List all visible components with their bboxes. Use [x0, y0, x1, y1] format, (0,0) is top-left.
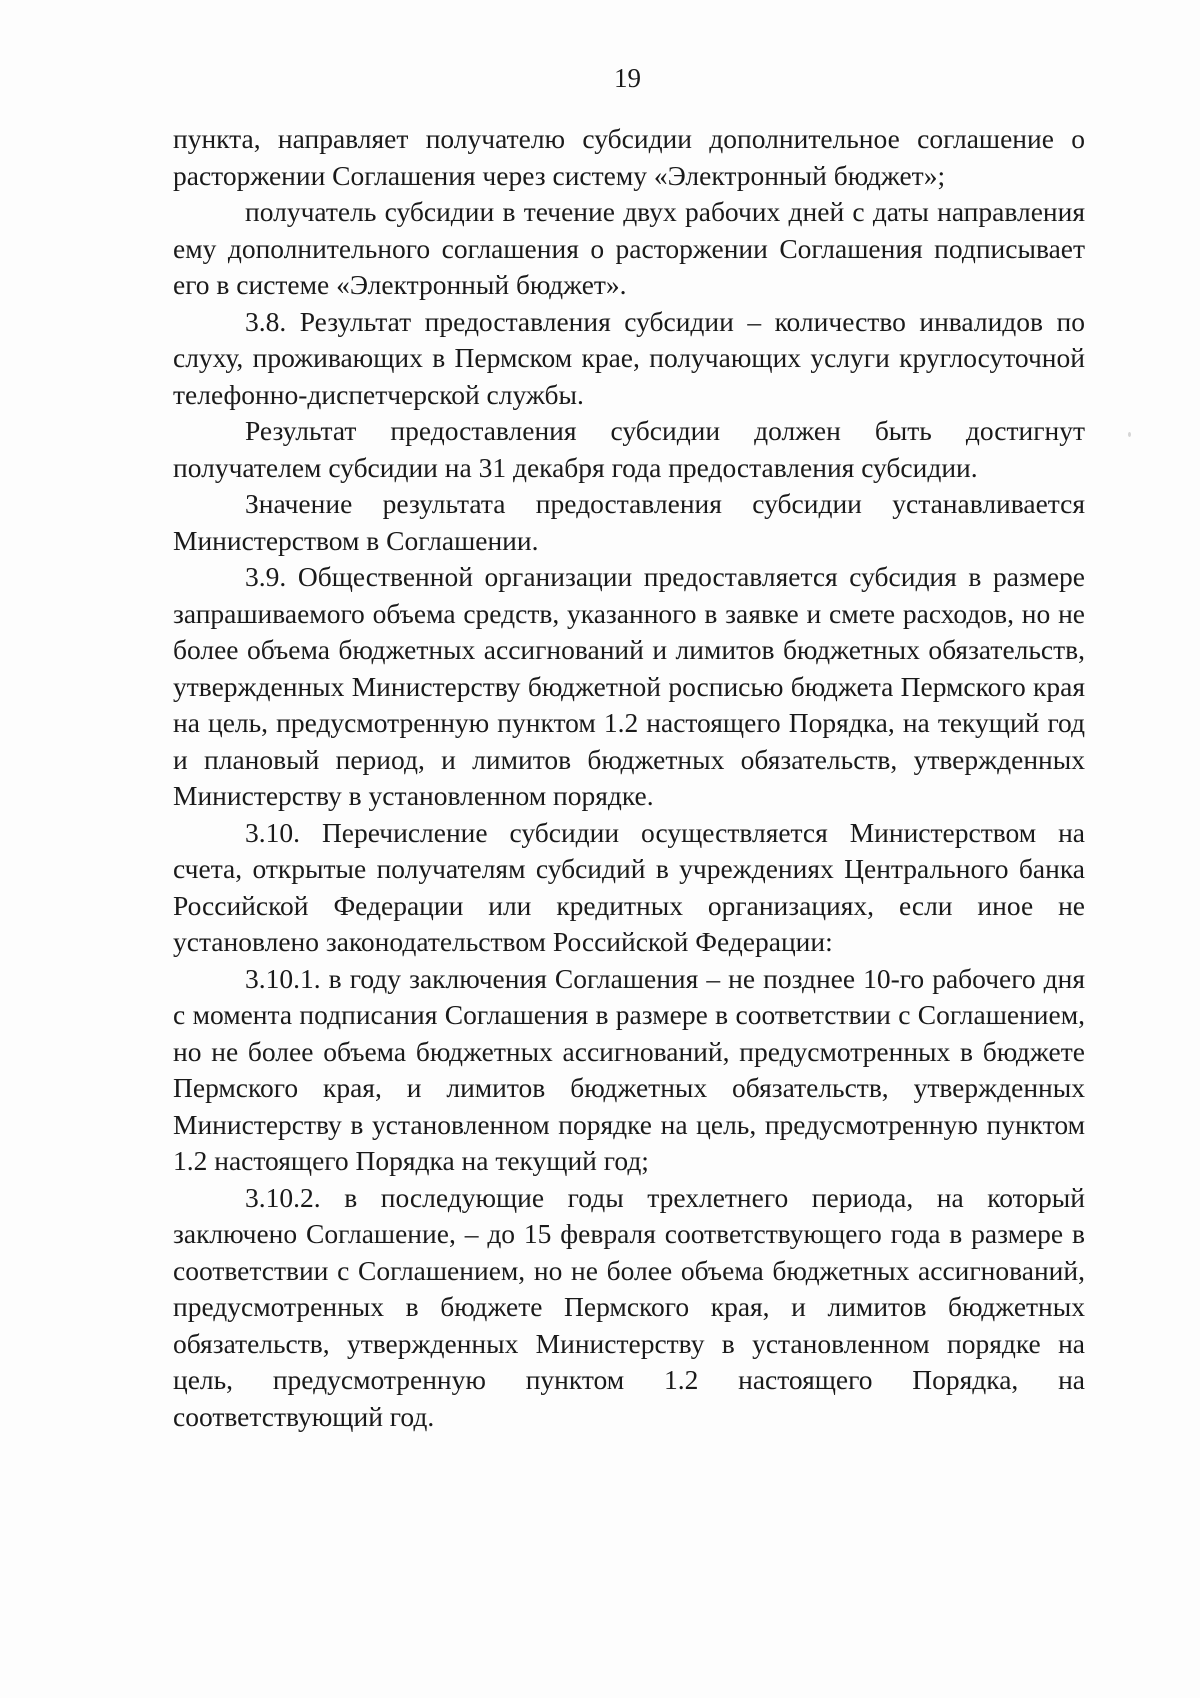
- paragraph: Результат предоставления субсидии должен быть достигнут получателем субсидии на 31 декабря года предоставления субсидии.: [173, 415, 1085, 483]
- paragraph: 3.9. Общественной организации предоставляется субсидия в размере запрашиваемого объема средств, указанного в заявке и смете расходов, но не более объема бюджетных ассигнований и лимитов бюджетных обязательств, утвержденных Министерству бюджетной росписью бюджета Пермского края на цель, предусмотренную пунктом 1.2 настоящего Порядка, на текущий год и плановый период, и лимитов бюджетных обязательств, утвержденных Министерству в установленном порядке.: [173, 561, 1085, 811]
- page-number: 19: [614, 63, 641, 93]
- paragraph: Значение результата предоставления субсидии устанавливается Министерством в Соглашении.: [173, 488, 1085, 556]
- paragraph: получатель субсидии в течение двух рабочих дней с даты направления ему дополнительного соглашения о расторжении Соглашения подписывает его в системе «Электронный бюджет».: [173, 196, 1085, 300]
- scan-speck: [1128, 432, 1131, 437]
- paragraph: 3.10.2. в последующие годы трехлетнего периода, на который заключено Соглашение, – до 15 февраля соответствующего года в размере в соответствии с Соглашением, но не более объема бюджетных ассигнований, предусмотренных в бюджете Пермского края, и лимитов бюджетных обязательств, утвержденных Министерству в установленном порядке на цель, предусмотренную пунктом 1.2 настоящего Порядка, на соответствующий год.: [173, 1181, 1085, 1432]
- paragraph: 3.10.1. в году заключения Соглашения – не позднее 10-го рабочего дня с момента подписания Соглашения в размере в соответствии с Соглашением, но не более объема бюджетных ассигнований, предусмотренных в бюджете Пермского края, и лимитов бюджетных обязательств, утвержденных Министерству в установленном порядке на цель, предусмотренную пунктом 1.2 настоящего Порядка на текущий год;: [173, 962, 1085, 1176]
- paragraph: пункта, направляет получателю субсидии дополнительное соглашение о расторжении Соглашения через систему «Электронный бюджет»;: [173, 123, 1085, 191]
- document-body: [173, 121, 1085, 1435]
- paragraph: 3.10. Перечисление субсидии осуществляется Министерством на счета, открытые получателям субсидий в учреждениях Центрального банка Российской Федерации или кредитных организациях, если иное не установлено законодательством Российской Федерации:: [173, 816, 1085, 957]
- paragraph: 3.8. Результат предоставления субсидии – количество инвалидов по слуху, проживающих в Пермском крае, получающих услуги круглосуточной телефонно-диспетчерской службы.: [173, 305, 1085, 410]
